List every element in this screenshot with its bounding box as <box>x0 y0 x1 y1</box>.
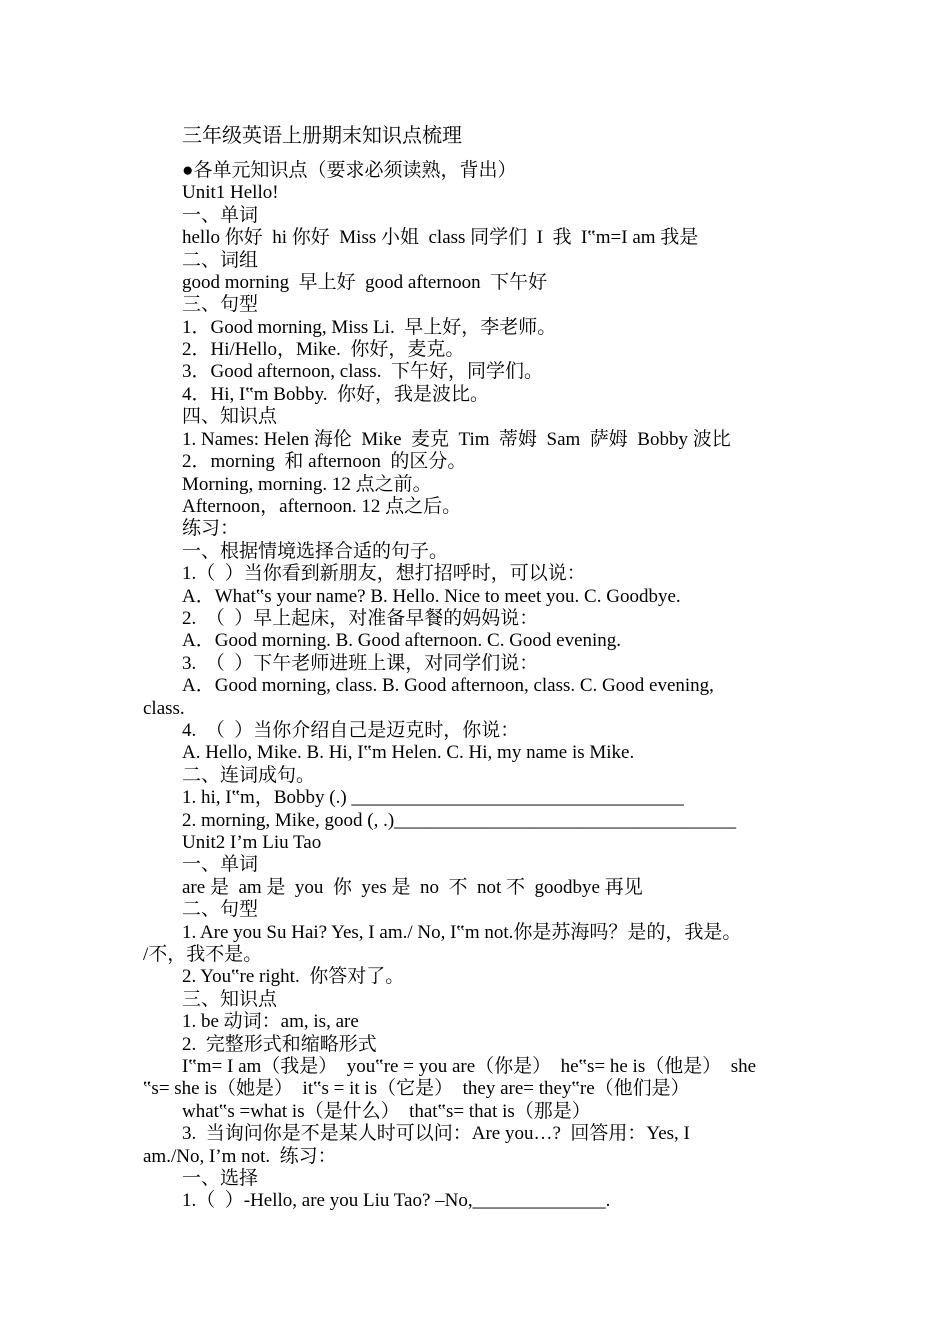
text-line: 1. Names: Helen 海伦 Mike 麦克 Tim 蒂姆 Sam 萨姆 Bobby 波比 <box>182 429 731 450</box>
text-line: are 是 am 是 you 你 yes 是 no 不 not 不 goodbye 再见 <box>182 877 643 898</box>
document-title: 三年级英语上册期末知识点梳理 <box>182 125 462 147</box>
text-line: ‟s= she is（她是） it‟s = it is（它是） they are= they‟re（他们是） <box>143 1078 690 1099</box>
text-line: 2．Hi/Hello，Mike. 你好，麦克。 <box>182 339 465 360</box>
text-line: Afternoon，afternoon. 12 点之后。 <box>182 496 462 517</box>
text-line: 二、句型 <box>182 899 259 920</box>
text-line: 三、知识点 <box>182 989 278 1010</box>
text-line: A．Good morning. B. Good afternoon. C. Good evening. <box>182 630 622 651</box>
text-line: 一、根据情境选择合适的句子。 <box>182 541 449 562</box>
text-line: 四、知识点 <box>182 406 278 427</box>
text-line: 三、句型 <box>182 294 259 315</box>
text-line: A. Hello, Mike. B. Hi, I‟m Helen. C. Hi, my name is Mike. <box>182 742 635 763</box>
text-line: hello 你好 hi 你好 Miss 小姐 class 同学们 I 我 I‟m=I am 我是 <box>182 227 699 248</box>
text-line: 一、单词 <box>182 205 259 226</box>
text-line: 2. 完整形式和缩略形式 <box>182 1034 377 1055</box>
text-line: 2．morning 和 afternoon 的区分。 <box>182 451 467 472</box>
text-line: 一、单词 <box>182 854 259 875</box>
unit-heading: Unit2 I’m Liu Tao <box>182 832 322 853</box>
text-line: I‟m= I am（我是） you‟re = you are（你是） he‟s= he is（他是） she <box>182 1056 757 1077</box>
text-line: 二、连词成句。 <box>182 765 316 786</box>
text-line: 练习： <box>182 518 240 539</box>
text-line: 2. You‟re right. 你答对了。 <box>182 966 405 987</box>
text-line: 3. （ ）下午老师进班上课，对同学们说： <box>182 653 539 674</box>
text-line: 2. morning, Mike, good (, .)____________________________________ <box>182 810 737 831</box>
text-line: what‟s =what is（是什么） that‟s= that is（那是） <box>182 1101 591 1122</box>
text-line: 4. （ ）当你介绍自己是迈克时，你说： <box>182 720 520 741</box>
text-line: A．Good morning, class. B. Good afternoon, class. C. Good evening, <box>182 675 714 696</box>
section-heading: ●各单元知识点（要求必须读熟，背出） <box>182 160 517 181</box>
text-line: /不，我不是。 <box>143 944 263 965</box>
text-line: 4．Hi, I‟m Bobby. 你好，我是波比。 <box>182 384 489 405</box>
text-line: class. <box>143 698 185 719</box>
text-line: good morning 早上好 good afternoon 下午好 <box>182 272 548 293</box>
text-line: 1.（ ）-Hello, are you Liu Tao? –No,______________. <box>182 1190 611 1211</box>
text-line: am./No, I’m not. 练习： <box>143 1146 337 1167</box>
text-line: 2. （ ）早上起床，对准备早餐的妈妈说： <box>182 608 539 629</box>
text-line: 1.（ ）当你看到新朋友，想打招呼时，可以说： <box>182 563 586 584</box>
text-line: Morning, morning. 12 点之前。 <box>182 474 432 495</box>
text-line: 1. hi, I‟m，Bobby (.) ___________________________________ <box>182 787 684 808</box>
text-line: 1. Are you Su Hai? Yes, I am./ No, I‟m not.你是苏海吗？是的，我是。 <box>182 922 742 943</box>
text-line: 二、词组 <box>182 250 259 271</box>
text-line: 3. 当询问你是不是某人时可以问：Are you…? 回答用：Yes, I <box>182 1123 690 1144</box>
text-line: 一、选择 <box>182 1168 259 1189</box>
unit-heading: Unit1 Hello! <box>182 182 279 203</box>
text-line: 1．Good morning, Miss Li. 早上好，李老师。 <box>182 317 557 338</box>
text-line: 3．Good afternoon, class. 下午好，同学们。 <box>182 361 543 382</box>
text-line: A．What‟s your name? B. Hello. Nice to meet you. C. Goodbye. <box>182 586 681 607</box>
text-line: 1. be 动词：am, is, are <box>182 1011 359 1032</box>
